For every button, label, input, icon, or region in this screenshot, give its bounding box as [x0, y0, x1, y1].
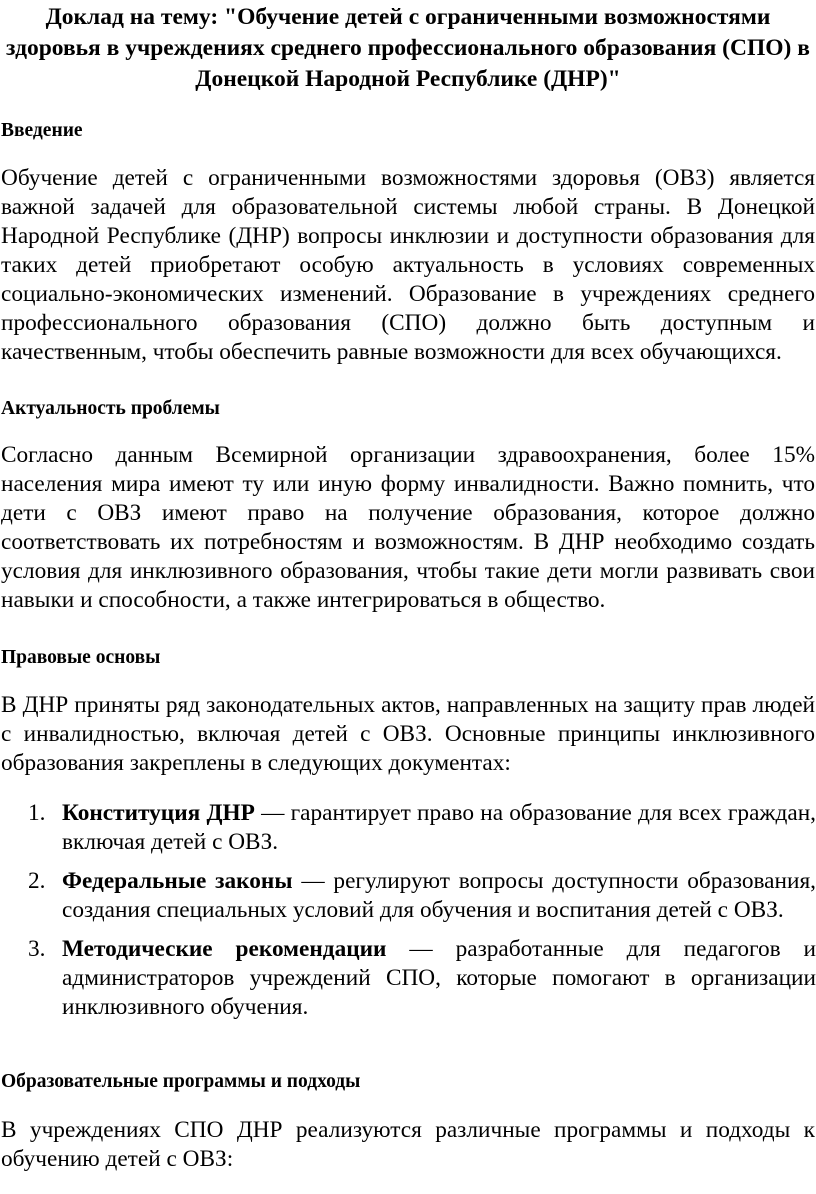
section-heading-programs: Образовательные программы и подходы [1, 1071, 361, 1092]
section-text-programs: В учреждениях СПО ДНР реализуются различные программы и подходы к обучению детей с ОВЗ: [1, 1117, 815, 1172]
list-item-term: Конституция ДНР [62, 800, 255, 826]
section-text-relevance: Согласно данным Всемирной организации здравоохранения, более 15% населения мира имеют ту или иную форму инвалидности. Важно помнить, что дети с ОВЗ имеют право на получение образования, которое должно соответствовать их потребностям и возможностям. В ДНР необходимо создать условия для инклюзивного образования, чтобы такие дети могли развивать свои навыки и способности, а также интегрироваться в общество. [1, 442, 815, 613]
section-text-intro: Обучение детей с ограниченными возможностями здоровья (ОВЗ) является важной задачей для образовательной системы любой страны. В Донецкой Народной Республике (ДНР) вопросы инклюзии и доступности образования для таких детей приобретают особую актуальность в условиях современных социально-экономических изменений. Образование в учреждениях среднего профессионального образования (СПО) должно быть доступным и качественным, чтобы обеспечить равные возможности для всех обучающихся. [1, 165, 815, 365]
list-item-number: 3. [28, 936, 46, 962]
list-item-term: Федеральные законы [62, 868, 293, 894]
list-item [0, 799, 816, 857]
list-item-text: — регулируют вопросы доступности образования, создания специальных условий для обучения и воспитания детей с ОВЗ. [62, 868, 816, 923]
list-item [0, 867, 816, 925]
title-block [0, 0, 816, 95]
list-item [0, 935, 816, 1022]
section-heading-intro: Введение [1, 120, 83, 141]
section-text-legal: В ДНР приняты ряд законодательных актов, направленных на защиту прав людей с инвалидностью, включая детей с ОВЗ. Основные принципы инклюзивного образования закреплены в следующих документах: [1, 692, 815, 776]
document-title: Доклад на тему: "Обучение детей с ограниченными возможностями здоровья в учреждениях среднего профессионального образования (СПО) в Донецкой Народной Республике (ДНР)" [6, 4, 810, 92]
list-item-text: — разработанные для педагогов и администраторов учреждений СПО, которые помогают в организации инклюзивного обучения. [62, 936, 816, 1020]
list-item-term: Методические рекомендации [62, 936, 387, 962]
list-item-number: 1. [28, 800, 46, 826]
list-item-number: 2. [28, 868, 46, 894]
section-heading-relevance: Актуальность проблемы [1, 398, 220, 419]
section-heading-legal: Правовые основы [1, 647, 161, 668]
legal-documents-list [0, 799, 816, 1032]
list-item-text: — гарантирует право на образование для всех граждан, включая детей с ОВЗ. [62, 800, 816, 855]
